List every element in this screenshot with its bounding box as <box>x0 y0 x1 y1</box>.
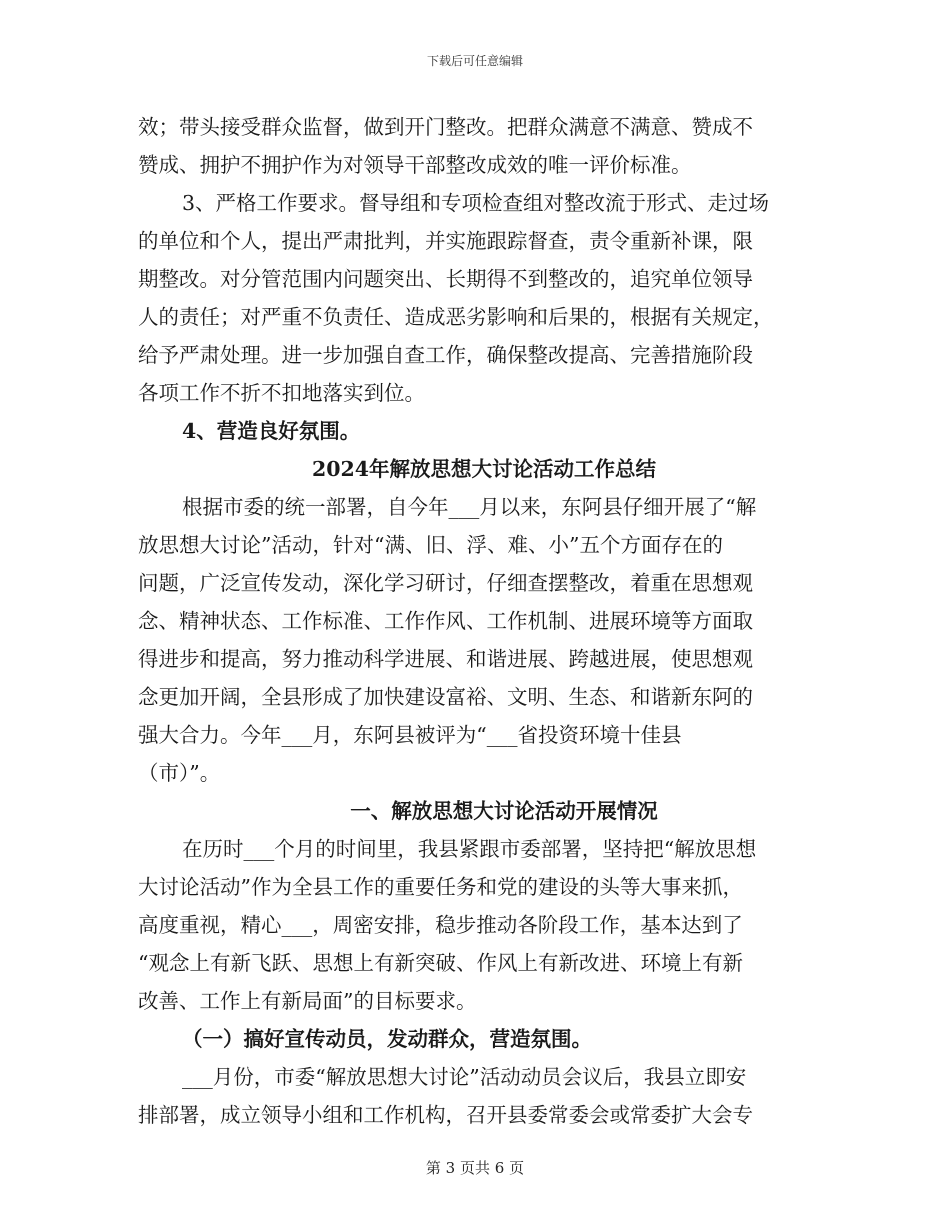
paragraph-line: 在历时___个月的时间里，我县紧跟市委部署，坚持把“解放思想 <box>182 837 757 861</box>
paragraph-line: 根据市委的统一部署，自今年___月以来，东阿县仔细开展了“解 <box>182 495 757 519</box>
paragraph-line: 念、精神状态、工作标准、工作作风、工作机制、进展环境等方面取 <box>138 609 753 633</box>
document-body <box>138 108 810 1134</box>
paragraph-line: ___月份，市委“解放思想大讨论”活动动员会议后，我县立即安 <box>182 1065 747 1089</box>
paragraph-line: 放思想大讨论”活动，针对“满、旧、浮、难、小”五个方面存在的 <box>138 533 723 557</box>
paragraph-line: 强大合力。今年___月，东阿县被评为“___省投资环境十佳县 <box>138 723 682 747</box>
paragraph-line: “观念上有新飞跃、思想上有新突破、作风上有新改进、环境上有新 <box>138 951 743 975</box>
paragraph-line: 效；带头接受群众监督，做到开门整改。把群众满意不满意、赞成不 <box>138 115 753 139</box>
paragraph-line: 高度重视，精心___，周密安排，稳步推动各阶段工作，基本达到了 <box>138 913 743 937</box>
paragraph-line: 人的责任；对严重不负责任、造成恶劣影响和后果的，根据有关规定， <box>138 305 774 329</box>
paragraph-line: 排部署，成立领导小组和工作机构，召开县委常委会或常委扩大会专 <box>138 1103 753 1127</box>
paragraph-line: 得进步和提高，努力推动科学进展、和谐进展、跨越进展，使思想观 <box>138 647 753 671</box>
paragraph-line: 赞成、拥护不拥护作为对领导干部整改成效的唯一评价标准。 <box>138 153 692 177</box>
paragraph-line: 3、严格工作要求。督导组和专项检查组对整改流于形式、走过场 <box>182 191 770 215</box>
document-title: 2024年解放思想大讨论活动工作总结 <box>311 457 657 481</box>
paragraph-line: 念更加开阔，全县形成了加快建设富裕、文明、生态、和谐新东阿的 <box>138 685 753 709</box>
paragraph-line: （市）”。 <box>138 761 221 785</box>
paragraph-line: 问题，广泛宣传发动，深化学习研讨，仔细查摆整改，着重在思想观 <box>138 571 753 595</box>
paragraph-line: 大讨论活动”作为全县工作的重要任务和党的建设的头等大事来抓， <box>138 875 743 899</box>
page-number: 第 3 页共 6 页 <box>425 1159 525 1177</box>
paragraph-line: 各项工作不折不扣地落实到位。 <box>138 381 425 405</box>
section-heading-1: 一、解放思想大讨论活动开展情况 <box>350 799 658 823</box>
subheading-publicity: （一）搞好宣传动员，发动群众，营造氛围。 <box>182 1027 592 1051</box>
subheading-create-atmosphere: 4、营造良好氛围。 <box>182 419 361 443</box>
paragraph-line: 给予严肃处理。进一步加强自查工作，确保整改提高、完善措施阶段 <box>138 343 753 367</box>
paragraph-line: 期整改。对分管范围内问题突出、长期得不到整改的，追究单位领导 <box>138 267 753 291</box>
page-header-note: 下载后可任意编辑 <box>426 54 523 68</box>
paragraph-line: 的单位和个人，提出严肃批判，并实施跟踪督查，责令重新补课，限 <box>138 229 753 253</box>
paragraph-line: 改善、工作上有新局面”的目标要求。 <box>138 989 477 1013</box>
